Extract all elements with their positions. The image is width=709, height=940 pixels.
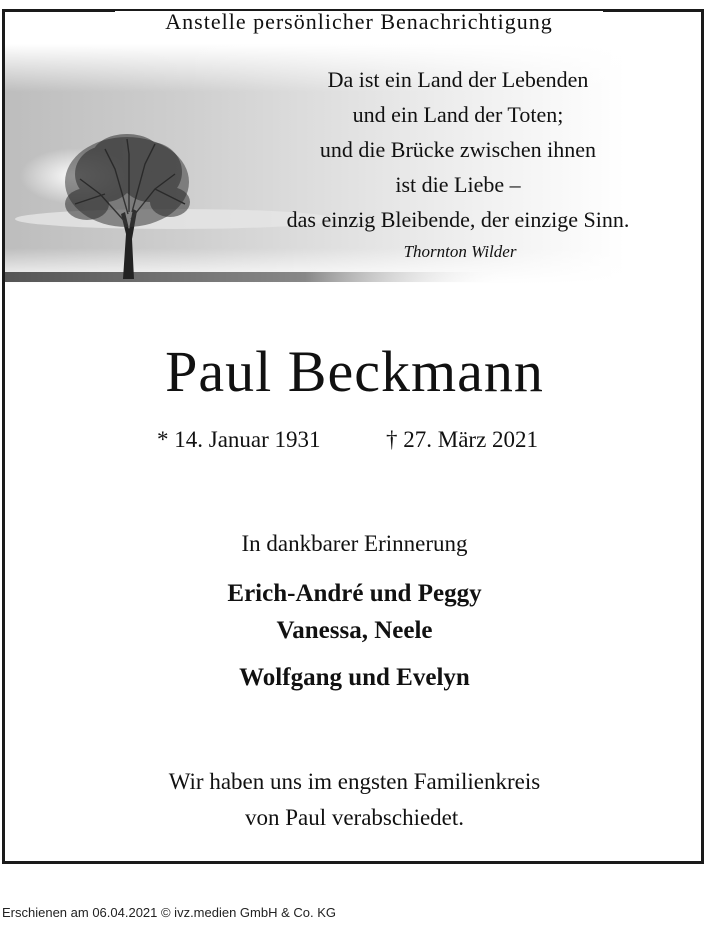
mourner-line: Wolfgang und Evelyn <box>239 664 470 691</box>
mourner-line: Erich-André und Peggy <box>227 580 482 607</box>
birth-date: * 14. Januar 1931 <box>157 427 321 452</box>
header-title: Anstelle persönlicher Benachrichtigung <box>115 11 603 33</box>
publication-footer: Erschienen am 06.04.2021 © ivz.medien GmbH & Co. KG <box>2 905 337 920</box>
memory-intro: In dankbarer Erinnerung <box>241 531 468 556</box>
mourner-line: Vanessa, Neele <box>276 617 433 644</box>
poem <box>248 62 668 237</box>
poem-line: Da ist ein Land der Lebenden <box>327 67 589 92</box>
deceased-name: Paul Beckmann <box>165 339 544 404</box>
poem-line: und ein Land der Toten; <box>352 102 564 127</box>
closing-line: von Paul verabschiedet. <box>244 805 465 830</box>
poem-line: ist die Liebe – <box>395 172 521 197</box>
poem-line: und die Brücke zwischen ihnen <box>319 137 597 162</box>
poem-author: Thornton Wilder <box>403 242 517 261</box>
death-date: † 27. März 2021 <box>386 427 539 452</box>
poem-line: das einzig Bleibende, der einzige Sinn. <box>286 207 630 232</box>
closing-line: Wir haben uns im engsten Familienkreis <box>168 769 541 794</box>
